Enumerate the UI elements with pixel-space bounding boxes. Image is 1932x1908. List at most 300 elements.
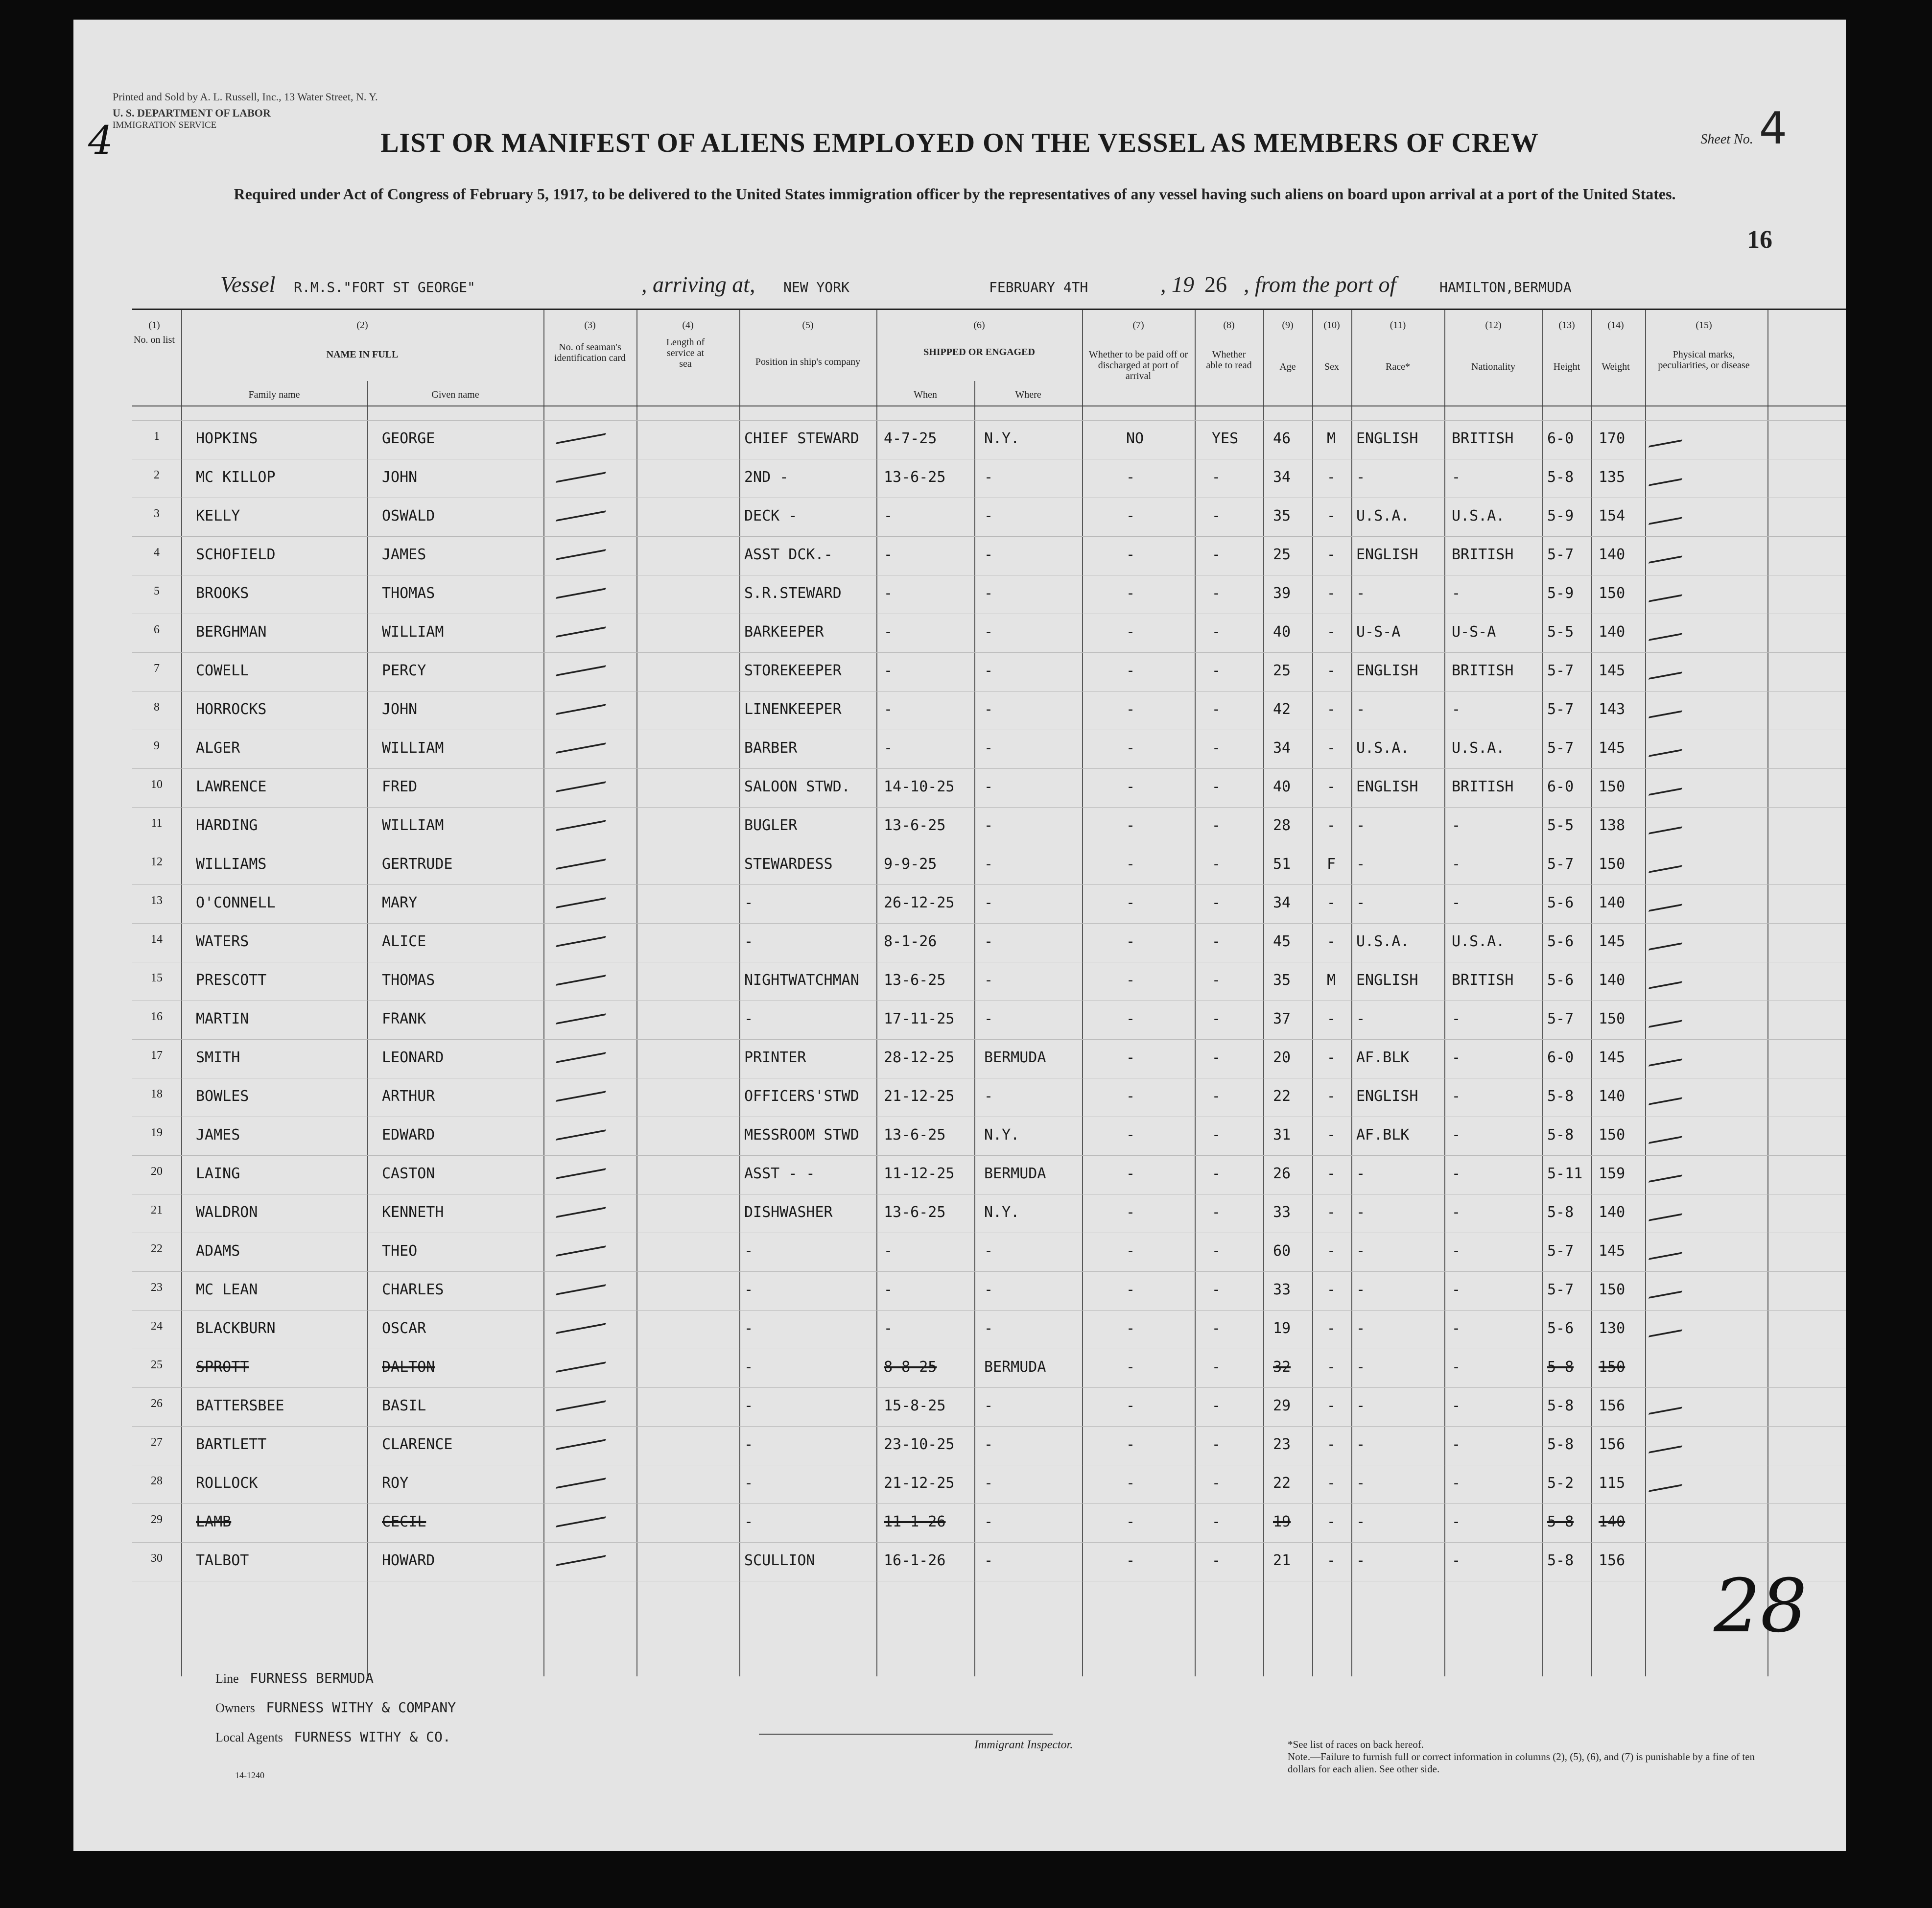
line-value: FURNESS BERMUDA [250,1670,374,1686]
paid-off-cell: - [1126,972,1135,989]
nationality-cell: - [1452,1242,1461,1260]
nationality-cell: - [1452,894,1461,911]
sex-cell: - [1327,1204,1336,1221]
table-row [132,933,1767,953]
shipped-where-cell: - [984,1513,993,1530]
shipped-where-cell: N.Y. [984,430,1020,447]
able-to-read-cell: - [1212,1397,1221,1414]
shipped-where-cell: - [984,972,993,989]
weight-cell: 154 [1599,507,1626,525]
checkmark-icon [1649,1119,1691,1144]
race-cell: - [1356,817,1366,834]
row-number-cell: 6 [154,623,160,636]
paid-off-cell: - [1126,1552,1135,1569]
age-cell: 34 [1273,469,1291,486]
sex-cell: - [1327,1359,1336,1376]
shipped-where-cell: - [984,623,993,641]
height-cell: 5-6 [1547,894,1574,911]
race-cell: - [1356,856,1366,873]
age-cell: 31 [1273,1126,1291,1144]
age-cell: 37 [1273,1010,1291,1027]
nationality-cell: - [1452,1088,1461,1105]
shipped-where-cell: N.Y. [984,1204,1020,1221]
able-to-read-cell: - [1212,856,1221,873]
weight-cell: 150 [1599,778,1626,795]
paid-off-cell: - [1126,1049,1135,1066]
height-cell: 5-7 [1547,1281,1574,1298]
sheet-number-value: 4 [1759,103,1787,154]
position-cell: - [744,894,754,911]
paid-off-cell: - [1126,817,1135,834]
age-cell: 34 [1273,739,1291,757]
shipped-when-cell: 26-12-25 [884,894,955,911]
sex-cell: - [1327,1088,1336,1105]
able-to-read-cell: - [1212,701,1221,718]
checkmark-icon [1649,654,1691,680]
shipped-where-cell: - [984,701,993,718]
col-12-number: (12) [1485,320,1502,331]
shipped-when-cell: 21-12-25 [884,1475,955,1492]
arriving-label: , arriving at, [641,272,755,297]
race-cell: U.S.A. [1356,933,1410,950]
inspector-signature-line [759,1734,1053,1735]
paid-off-cell: - [1126,1513,1135,1530]
nationality-cell: - [1452,1359,1461,1376]
nationality-cell: - [1452,1320,1461,1337]
vessel-line [142,267,1758,301]
col-8-number: (8) [1223,320,1235,331]
footer-agents [215,1729,451,1745]
given-name-cell: OSCAR [382,1320,426,1337]
col-2b-header: Given name [431,389,479,400]
department-label: U. S. DEPARTMENT OF LABOR [113,107,271,119]
race-cell: ENGLISH [1356,1088,1418,1105]
height-cell: 5-7 [1547,1010,1574,1027]
paid-off-cell: - [1126,546,1135,563]
shipped-where-cell: - [984,1397,993,1414]
height-cell: 5-8 [1547,1204,1574,1221]
race-cell: - [1356,1320,1366,1337]
col-12-header: Nationality [1471,361,1515,372]
inspector-label: Immigrant Inspector. [974,1739,1073,1751]
sex-cell: - [1327,933,1336,950]
family-name-cell: WILLIAMS [196,856,267,873]
table-row [132,1320,1767,1339]
nationality-cell: - [1452,1475,1461,1492]
row-number-cell: 28 [151,1475,163,1487]
able-to-read-cell: - [1212,1320,1221,1337]
sex-cell: - [1327,1552,1336,1569]
sex-cell: - [1327,1397,1336,1414]
shipped-where-cell: - [984,739,993,757]
sex-cell: - [1327,585,1336,602]
form-number: 14-1240 [235,1770,264,1780]
col-9-number: (9) [1282,320,1294,331]
sheet-label: Sheet No. [1700,132,1753,147]
paid-off-cell: - [1126,507,1135,525]
age-cell: 40 [1273,623,1291,641]
agents-label: Local Agents [215,1730,283,1744]
weight-cell: 140 [1599,1513,1626,1530]
position-cell: - [744,1320,754,1337]
row-rule [132,884,1846,885]
table-row [132,1088,1767,1107]
given-name-cell: CHARLES [382,1281,444,1298]
given-name-cell: JOHN [382,469,418,486]
row-number-cell: 9 [154,739,160,752]
position-cell: SALOON STWD. [744,778,850,795]
agents-value: FURNESS WITHY & CO. [294,1729,451,1745]
paid-off-cell: - [1126,739,1135,757]
col-13-number: (13) [1558,320,1575,331]
checkmark-icon [1649,1312,1691,1337]
shipped-when-cell: - [884,739,893,757]
table-row [132,739,1767,759]
row-number-cell: 23 [151,1281,163,1294]
able-to-read-cell: - [1212,1242,1221,1260]
row-number-cell: 12 [151,856,163,868]
given-name-cell: WILLIAM [382,623,444,641]
nationality-cell: - [1452,817,1461,834]
table-row [132,1010,1767,1030]
weight-cell: 150 [1599,1010,1626,1027]
paid-off-cell: - [1126,469,1135,486]
row-rule [132,1155,1846,1156]
position-cell: STEWARDESS [744,856,833,873]
nationality-cell: U-S-A [1452,623,1496,641]
shipped-when-cell: - [884,546,893,563]
family-name-cell: LAWRENCE [196,778,267,795]
shipped-when-cell: 11-1-26 [884,1513,946,1530]
nationality-cell: U.S.A. [1452,507,1505,525]
shipped-where-cell: - [984,507,993,525]
given-name-cell: CECIL [382,1513,426,1530]
able-to-read-cell: YES [1212,430,1239,447]
family-name-cell: SPROTT [196,1359,249,1376]
family-name-cell: HORROCKS [196,701,267,718]
footer-line [215,1670,374,1686]
able-to-read-cell: - [1212,972,1221,989]
position-cell: - [744,1010,754,1027]
given-name-cell: MARY [382,894,418,911]
col-15-number: (15) [1696,320,1712,331]
row-number-cell: 26 [151,1397,163,1410]
able-to-read-cell: - [1212,1552,1221,1569]
family-name-cell: LAING [196,1165,240,1182]
given-name-cell: ALICE [382,933,426,950]
position-cell: BARBER [744,739,798,757]
shipped-where-cell: - [984,1281,993,1298]
able-to-read-cell: - [1212,1204,1221,1221]
sex-cell: - [1327,739,1336,757]
given-name-cell: WILLIAM [382,817,444,834]
row-number-cell: 7 [154,662,160,675]
position-cell: - [744,1281,754,1298]
age-cell: 25 [1273,662,1291,679]
nationality-cell: - [1452,1397,1461,1414]
table-row [132,585,1767,604]
col-13-header: Height [1553,361,1580,372]
checkmark-icon [1649,1389,1691,1415]
given-name-cell: ARTHUR [382,1088,435,1105]
shipped-where-cell: - [984,1242,993,1260]
height-cell: 5-5 [1547,623,1574,641]
checkmark-icon [1649,732,1691,757]
height-cell: 6-0 [1547,778,1574,795]
table-row [132,507,1767,527]
height-cell: 5-7 [1547,546,1574,563]
age-cell: 34 [1273,894,1291,911]
paid-off-cell: - [1126,623,1135,641]
checkmark-icon [1649,693,1691,718]
col-7-header: Whether to be paid off or discharged at port of arrival [1088,349,1188,382]
col-3-header: No. of seaman's identification card [554,342,626,363]
shipped-when-cell: - [884,1242,893,1260]
able-to-read-cell: - [1212,585,1221,602]
row-rule [132,691,1846,692]
age-cell: 22 [1273,1088,1291,1105]
col-14-header: Weight [1602,361,1630,372]
table-row [132,778,1767,798]
footnote [1288,1739,1777,1775]
able-to-read-cell: - [1212,778,1221,795]
shipped-where-cell: - [984,817,993,834]
checkmark-icon [1649,1467,1691,1492]
given-name-cell: FRED [382,778,418,795]
row-number-cell: 4 [154,546,160,559]
table-row [132,894,1767,914]
able-to-read-cell: - [1212,546,1221,563]
arriving-port: NEW YORK [783,279,849,295]
sex-cell: - [1327,1126,1336,1144]
row-number-cell: 10 [151,778,163,791]
position-cell: STOREKEEPER [744,662,842,679]
row-rule [132,1542,1846,1543]
shipped-where-cell: BERMUDA [984,1049,1046,1066]
able-to-read-cell: - [1212,1436,1221,1453]
weight-cell: 150 [1599,585,1626,602]
nationality-cell: - [1452,469,1461,486]
checkmark-icon [1649,886,1691,912]
col-6-number: (6) [973,320,985,331]
age-cell: 35 [1273,507,1291,525]
row-number-cell: 27 [151,1436,163,1449]
weight-cell: 145 [1599,1049,1626,1066]
height-cell: 5-2 [1547,1475,1574,1492]
row-number-cell: 8 [154,701,160,714]
shipped-when-cell: - [884,623,893,641]
position-cell: - [744,933,754,950]
sex-cell: - [1327,1049,1336,1066]
weight-cell: 138 [1599,817,1626,834]
able-to-read-cell: - [1212,1165,1221,1182]
given-name-cell: ROY [382,1475,409,1492]
nationality-cell: - [1452,1513,1461,1530]
col-5-number: (5) [802,320,814,331]
race-cell: - [1356,1397,1366,1414]
position-cell: OFFICERS'STWD [744,1088,859,1105]
race-cell: ENGLISH [1356,778,1418,795]
family-name-cell: MC LEAN [196,1281,258,1298]
race-cell: ENGLISH [1356,662,1418,679]
nationality-cell: - [1452,701,1461,718]
sex-cell: - [1327,778,1336,795]
nationality-cell: - [1452,1204,1461,1221]
shipped-when-cell: 4-7-25 [884,430,937,447]
position-cell: 2ND - [744,469,789,486]
paid-off-cell: - [1126,1436,1135,1453]
able-to-read-cell: - [1212,469,1221,486]
race-cell: ENGLISH [1356,430,1418,447]
race-cell: - [1356,1475,1366,1492]
col-11-header: Race* [1386,361,1410,372]
position-cell: - [744,1475,754,1492]
vessel-label: Vessel [220,272,276,297]
shipped-where-cell: - [984,856,993,873]
height-cell: 6-0 [1547,430,1574,447]
table-row [132,1552,1767,1572]
position-cell: - [744,1436,754,1453]
shipped-when-cell: 13-6-25 [884,1204,946,1221]
table-row [132,1475,1767,1494]
shipped-when-cell: 9-9-25 [884,856,937,873]
table-row [132,430,1767,450]
row-number-cell: 30 [151,1552,163,1565]
row-rule [132,1426,1846,1427]
checkmark-icon [1649,925,1691,951]
position-cell: MESSROOM STWD [744,1126,859,1144]
age-cell: 45 [1273,933,1291,950]
col-10-number: (10) [1323,320,1340,331]
family-name-cell: ALGER [196,739,240,757]
family-name-cell: SMITH [196,1049,240,1066]
row-rule [132,536,1846,537]
row-number-cell: 21 [151,1204,163,1216]
shipped-where-cell: BERMUDA [984,1359,1046,1376]
nationality-cell: - [1452,1126,1461,1144]
paid-off-cell: - [1126,894,1135,911]
family-name-cell: ADAMS [196,1242,240,1260]
family-name-cell: WATERS [196,933,249,950]
row-rule [132,1039,1846,1040]
position-cell: CHIEF STEWARD [744,430,859,447]
table-row [132,1397,1767,1417]
nationality-cell: U.S.A. [1452,739,1505,757]
height-cell: 5-9 [1547,507,1574,525]
family-name-cell: HARDING [196,817,258,834]
race-cell: - [1356,1436,1366,1453]
sex-cell: - [1327,1320,1336,1337]
row-number-cell: 1 [154,430,160,443]
position-cell: - [744,1513,754,1530]
owners-label: Owners [215,1701,255,1715]
paid-off-cell: - [1126,1281,1135,1298]
race-cell: U.S.A. [1356,507,1410,525]
sex-cell: - [1327,1475,1336,1492]
shipped-when-cell: 23-10-25 [884,1436,955,1453]
weight-cell: 150 [1599,1359,1626,1376]
table-row [132,1049,1767,1069]
weight-cell: 130 [1599,1320,1626,1337]
family-name-cell: BARTLETT [196,1436,267,1453]
height-cell: 5-8 [1547,1126,1574,1144]
shipped-when-cell: - [884,507,893,525]
shipped-where-cell: N.Y. [984,1126,1020,1144]
race-cell: - [1356,1165,1366,1182]
sex-cell: - [1327,623,1336,641]
able-to-read-cell: - [1212,1126,1221,1144]
col-1-header: No. on list [134,334,175,345]
height-cell: 5-6 [1547,933,1574,950]
height-cell: 5-8 [1547,1513,1574,1530]
shipped-when-cell: 15-8-25 [884,1397,946,1414]
shipped-when-cell: - [884,1281,893,1298]
paid-off-cell: - [1126,1359,1135,1376]
handwritten-total: 28 [1714,1564,1807,1649]
shipped-when-cell: 11-12-25 [884,1165,955,1182]
row-rule [132,768,1846,769]
race-cell: - [1356,1242,1366,1260]
nationality-cell: BRITISH [1452,972,1514,989]
paid-off-cell: - [1126,662,1135,679]
family-name-cell: PRESCOTT [196,972,267,989]
shipped-when-cell: 14-10-25 [884,778,955,795]
table-row [132,701,1767,720]
table-row [132,856,1767,875]
given-name-cell: PERCY [382,662,426,679]
height-cell: 5-8 [1547,1552,1574,1569]
col-14-number: (14) [1607,320,1624,331]
row-rule [132,1310,1846,1311]
row-number-cell: 3 [154,507,160,520]
checkmark-icon [1649,1235,1691,1260]
col-2-number: (2) [356,320,368,331]
from-label: , from the port of [1244,272,1396,297]
note-penalty: Note.—Failure to furnish full or correct information in columns (2), (5), (6), and (7) is punishable by a fine of ten dollars for each alien. See other side. [1288,1751,1755,1775]
position-cell: S.R.STEWARD [744,585,842,602]
position-cell: SCULLION [744,1552,815,1569]
height-cell: 5-8 [1547,1359,1574,1376]
checkmark-icon [1649,1428,1691,1454]
age-cell: 19 [1273,1513,1291,1530]
shipped-where-cell: - [984,1088,993,1105]
table-row [132,469,1767,488]
shipped-where-cell: - [984,1475,993,1492]
weight-cell: 145 [1599,739,1626,757]
weight-cell: 150 [1599,856,1626,873]
checkmark-icon [1649,964,1691,989]
row-rule [132,420,1846,421]
height-cell: 5-7 [1547,701,1574,718]
row-number-cell: 11 [151,817,163,830]
row-number-cell: 29 [151,1513,163,1526]
row-number-cell: 22 [151,1242,163,1255]
row-number-cell: 14 [151,933,163,946]
shipped-when-cell: 28-12-25 [884,1049,955,1066]
age-cell: 20 [1273,1049,1291,1066]
age-cell: 33 [1273,1281,1291,1298]
shipped-where-cell: - [984,469,993,486]
checkmark-icon [1649,848,1691,873]
family-name-cell: BOWLES [196,1088,249,1105]
race-cell: U-S-A [1356,623,1401,641]
table-row [132,1242,1767,1262]
position-cell: ASST - - [744,1165,815,1182]
paid-off-cell: - [1126,1475,1135,1492]
race-cell: ENGLISH [1356,546,1418,563]
from-port: HAMILTON,BERMUDA [1439,279,1572,295]
given-name-cell: CASTON [382,1165,435,1182]
